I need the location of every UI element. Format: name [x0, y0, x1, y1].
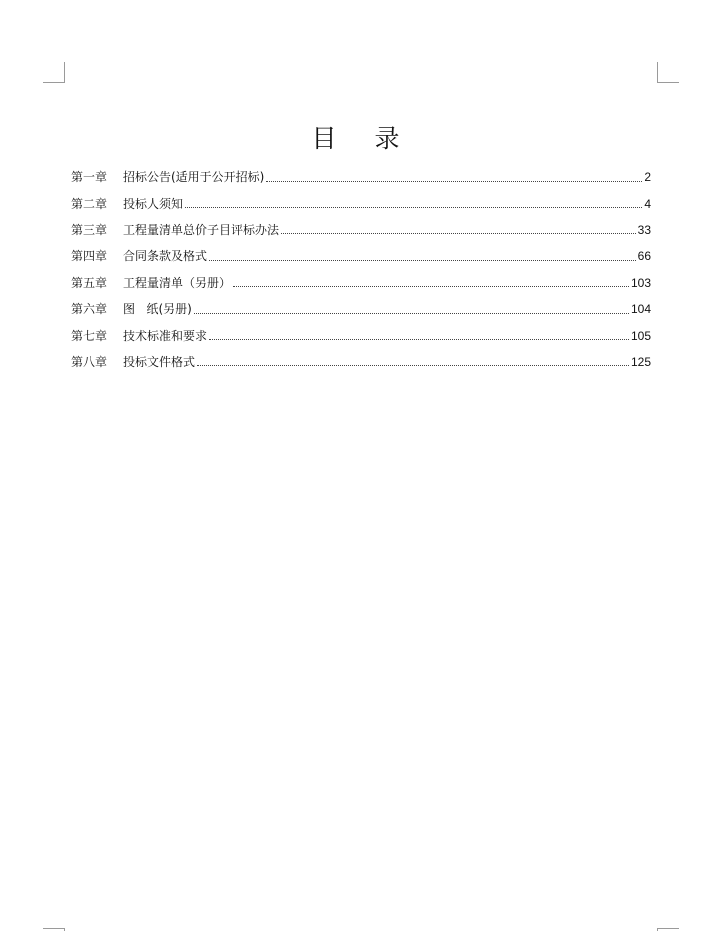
- toc-chapter-number: 第四章: [71, 249, 108, 264]
- toc-chapter-title: 图 纸(另册): [123, 302, 192, 317]
- toc-leader-dots: [209, 260, 636, 261]
- toc-heading: [0, 124, 711, 154]
- toc-page-number: 2: [644, 170, 651, 185]
- crop-mark-bottom-right-horizontal: [657, 928, 679, 929]
- toc-leader-dots: [266, 181, 642, 182]
- toc-chapter-title: 投标文件格式: [123, 354, 196, 369]
- toc-chapter-title: 技术标准和要求: [123, 328, 208, 343]
- toc-entry[interactable]: [71, 296, 651, 322]
- crop-mark-top-left-vertical: [64, 62, 65, 82]
- crop-mark-bottom-left-horizontal: [43, 928, 65, 929]
- toc-page-number: 125: [630, 354, 651, 369]
- toc-page-number: 105: [630, 328, 651, 343]
- toc-chapter-number: 第五章: [71, 275, 108, 290]
- toc-chapter-title: 招标公告(适用于公开招标): [123, 170, 265, 185]
- toc-heading-left-char: 目: [311, 124, 337, 153]
- toc-leader-dots: [197, 365, 629, 366]
- toc-entry[interactable]: [71, 349, 651, 375]
- toc-heading-right-char: 录: [374, 124, 400, 153]
- toc-chapter-number: 第七章: [71, 328, 108, 343]
- toc-leader-dots: [281, 233, 636, 234]
- toc-leader-dots: [185, 207, 642, 208]
- table-of-contents: [71, 164, 651, 375]
- toc-entry[interactable]: [71, 164, 651, 190]
- toc-chapter-title: 合同条款及格式: [123, 249, 208, 264]
- crop-mark-top-right-vertical: [657, 62, 658, 82]
- toc-page-number: 33: [637, 222, 651, 237]
- toc-entry[interactable]: [71, 190, 651, 216]
- toc-leader-dots: [233, 286, 629, 287]
- toc-leader-dots: [209, 339, 629, 340]
- toc-page-number: 103: [630, 275, 651, 290]
- crop-mark-top-left-horizontal: [43, 82, 65, 83]
- toc-chapter-number: 第二章: [71, 196, 108, 211]
- toc-chapter-number: 第八章: [71, 354, 108, 369]
- toc-chapter-number: 第三章: [71, 222, 108, 237]
- toc-page-number: 104: [630, 302, 651, 317]
- toc-page-number: 66: [637, 249, 651, 264]
- crop-mark-top-right-horizontal: [657, 82, 679, 83]
- toc-chapter-number: 第六章: [71, 302, 108, 317]
- toc-entry[interactable]: [71, 217, 651, 243]
- toc-entry[interactable]: [71, 270, 651, 296]
- toc-page-number: 4: [644, 196, 651, 211]
- toc-chapter-title: 工程量清单总价子目评标办法: [123, 222, 280, 237]
- toc-entry[interactable]: [71, 322, 651, 348]
- toc-leader-dots: [194, 313, 629, 314]
- toc-chapter-title: 工程量清单（另册）: [123, 275, 232, 290]
- toc-chapter-number: 第一章: [71, 170, 108, 185]
- toc-entry[interactable]: [71, 243, 651, 269]
- toc-chapter-title: 投标人须知: [123, 196, 184, 211]
